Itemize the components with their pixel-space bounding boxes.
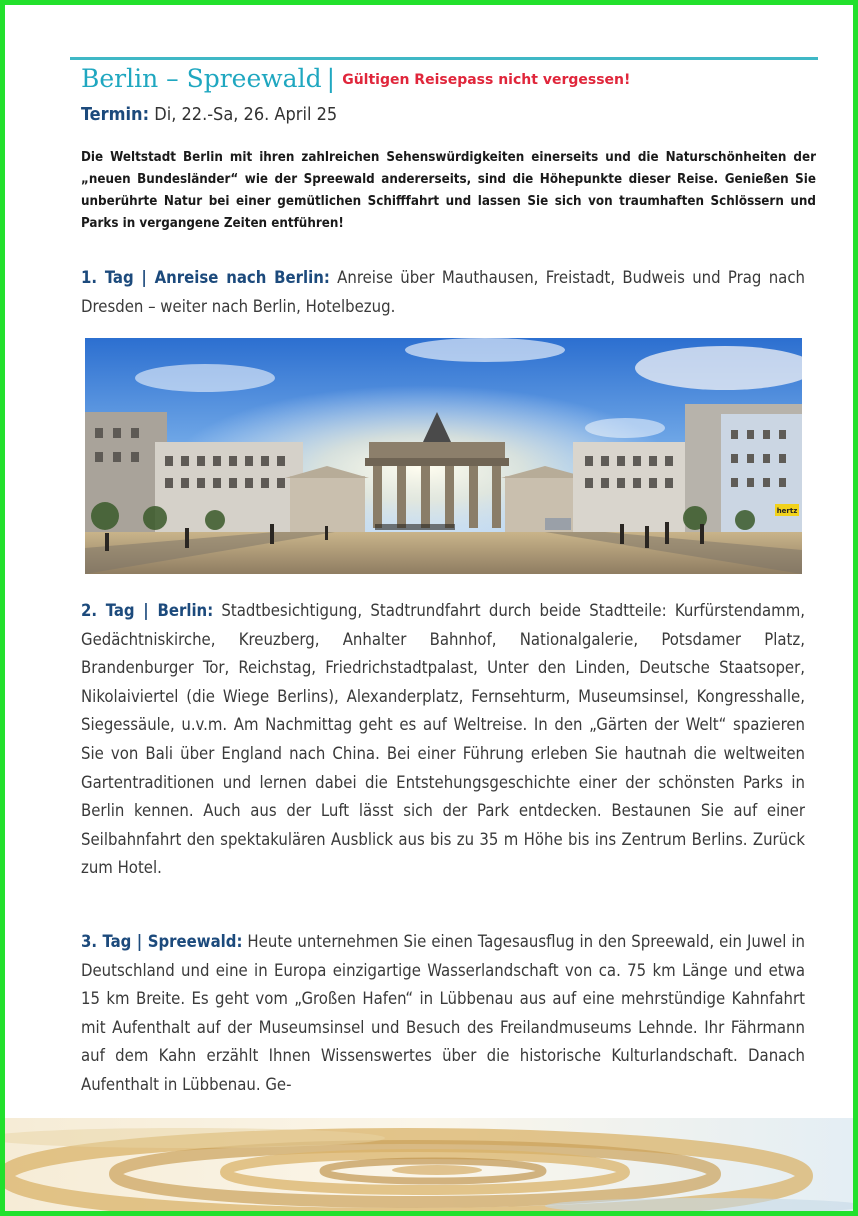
photo-sign-text: hertz — [776, 507, 798, 515]
day-3-text: Heute unternehmen Sie einen Tagesausflug in den Spreewald, ein Juwel in Deutschland und eine in Europa einzigartige Wasserlandschaft von ca. 75 km Länge und etwa 15 km Breite. Es geht vom „Großen Hafen“ in Lübbenau aus auf eine mehrstündige Kahnfahrt mit Aufenthalt auf der Museumsinsel und Besuch des Freilandmuseums Lehnde. Ihr Fährmann auf dem Kahn erzählt Ihnen Wissenswertes über die historische Kulturlandschaft. Danach Aufenthalt in Lübbenau. Ge- — [81, 932, 805, 1094]
day-3-label: 3. Tag | Spreewald: — [81, 932, 243, 951]
date-label: Termin: — [81, 104, 150, 125]
day-1-paragraph — [81, 264, 805, 321]
day-1-label: 1. Tag | Anreise nach Berlin: — [81, 268, 330, 287]
day-2-label: 2. Tag | Berlin: — [81, 601, 214, 620]
intro-paragraph: Die Weltstadt Berlin mit ihren zahlreichen Sehenswürdigkeiten einerseits und die Naturschönheiten der „neuen Bundesländer“ wie der Spreewald andererseits, sind die Höhepunkte dieser Reise. Genießen Sie unberührte Natur bei einer gemütlichen Schifffahrt und lassen Sie sich von traumhaften Schlössern und Parks in vergangene Zeiten entführen! — [81, 150, 816, 231]
passport-warning: Gültigen Reisepass nicht vergessen! — [342, 72, 631, 88]
day-2-paragraph — [81, 597, 805, 883]
date-line — [81, 104, 337, 125]
decorative-swirl — [5, 1118, 853, 1211]
day-2-text: Stadtbesichtigung, Stadtrundfahrt durch beide Stadtteile: Kurfürstendamm, Gedächtniskirche, Kreuzberg, Anhalter Bahnhof, Nationalgalerie, Potsdamer Platz, Brandenburger Tor, Reichstag, Friedrichstadtpalast, Unter den Linden, Deutsche Staatsoper, Nikolaiviertel (die Wiege Berlins), Alexanderplatz, Fernsehturm, Museumsinsel, Kongresshalle, Siegessäule, u.v.m. Am Nachmittag geht es auf Weltreise. In den „Gärten der Welt“ spazieren Sie von Bali über England nach China. Bei einer Führung erleben Sie hautnah die weltweiten Gartentraditionen und lernen dabei die Entstehungsgeschichte einer der schönsten Parks in Berlin kennen. Auch aus der Luft lässt sich der Park entdecken. Bestaunen Sie auf einer Seilbahnfahrt den spektakulären Ausblick aus bis zu 35 m Höhe bis ins Zentrum Berlins. Zurück zum Hotel. — [81, 601, 806, 878]
page-title: Berlin – Spreewald — [81, 64, 322, 93]
day-1-text: Anreise über Mauthausen, Freistadt, Budweis und Prag nach Dresden – weiter nach Berlin, Hotelbezug. — [81, 268, 805, 316]
title-separator: | — [326, 64, 336, 93]
header-rule — [70, 57, 818, 60]
date-value: Di, 22.-Sa, 26. April 25 — [154, 104, 338, 125]
day-3-paragraph — [81, 928, 805, 1100]
header — [81, 64, 630, 93]
brandenburg-gate-photo — [85, 338, 802, 574]
